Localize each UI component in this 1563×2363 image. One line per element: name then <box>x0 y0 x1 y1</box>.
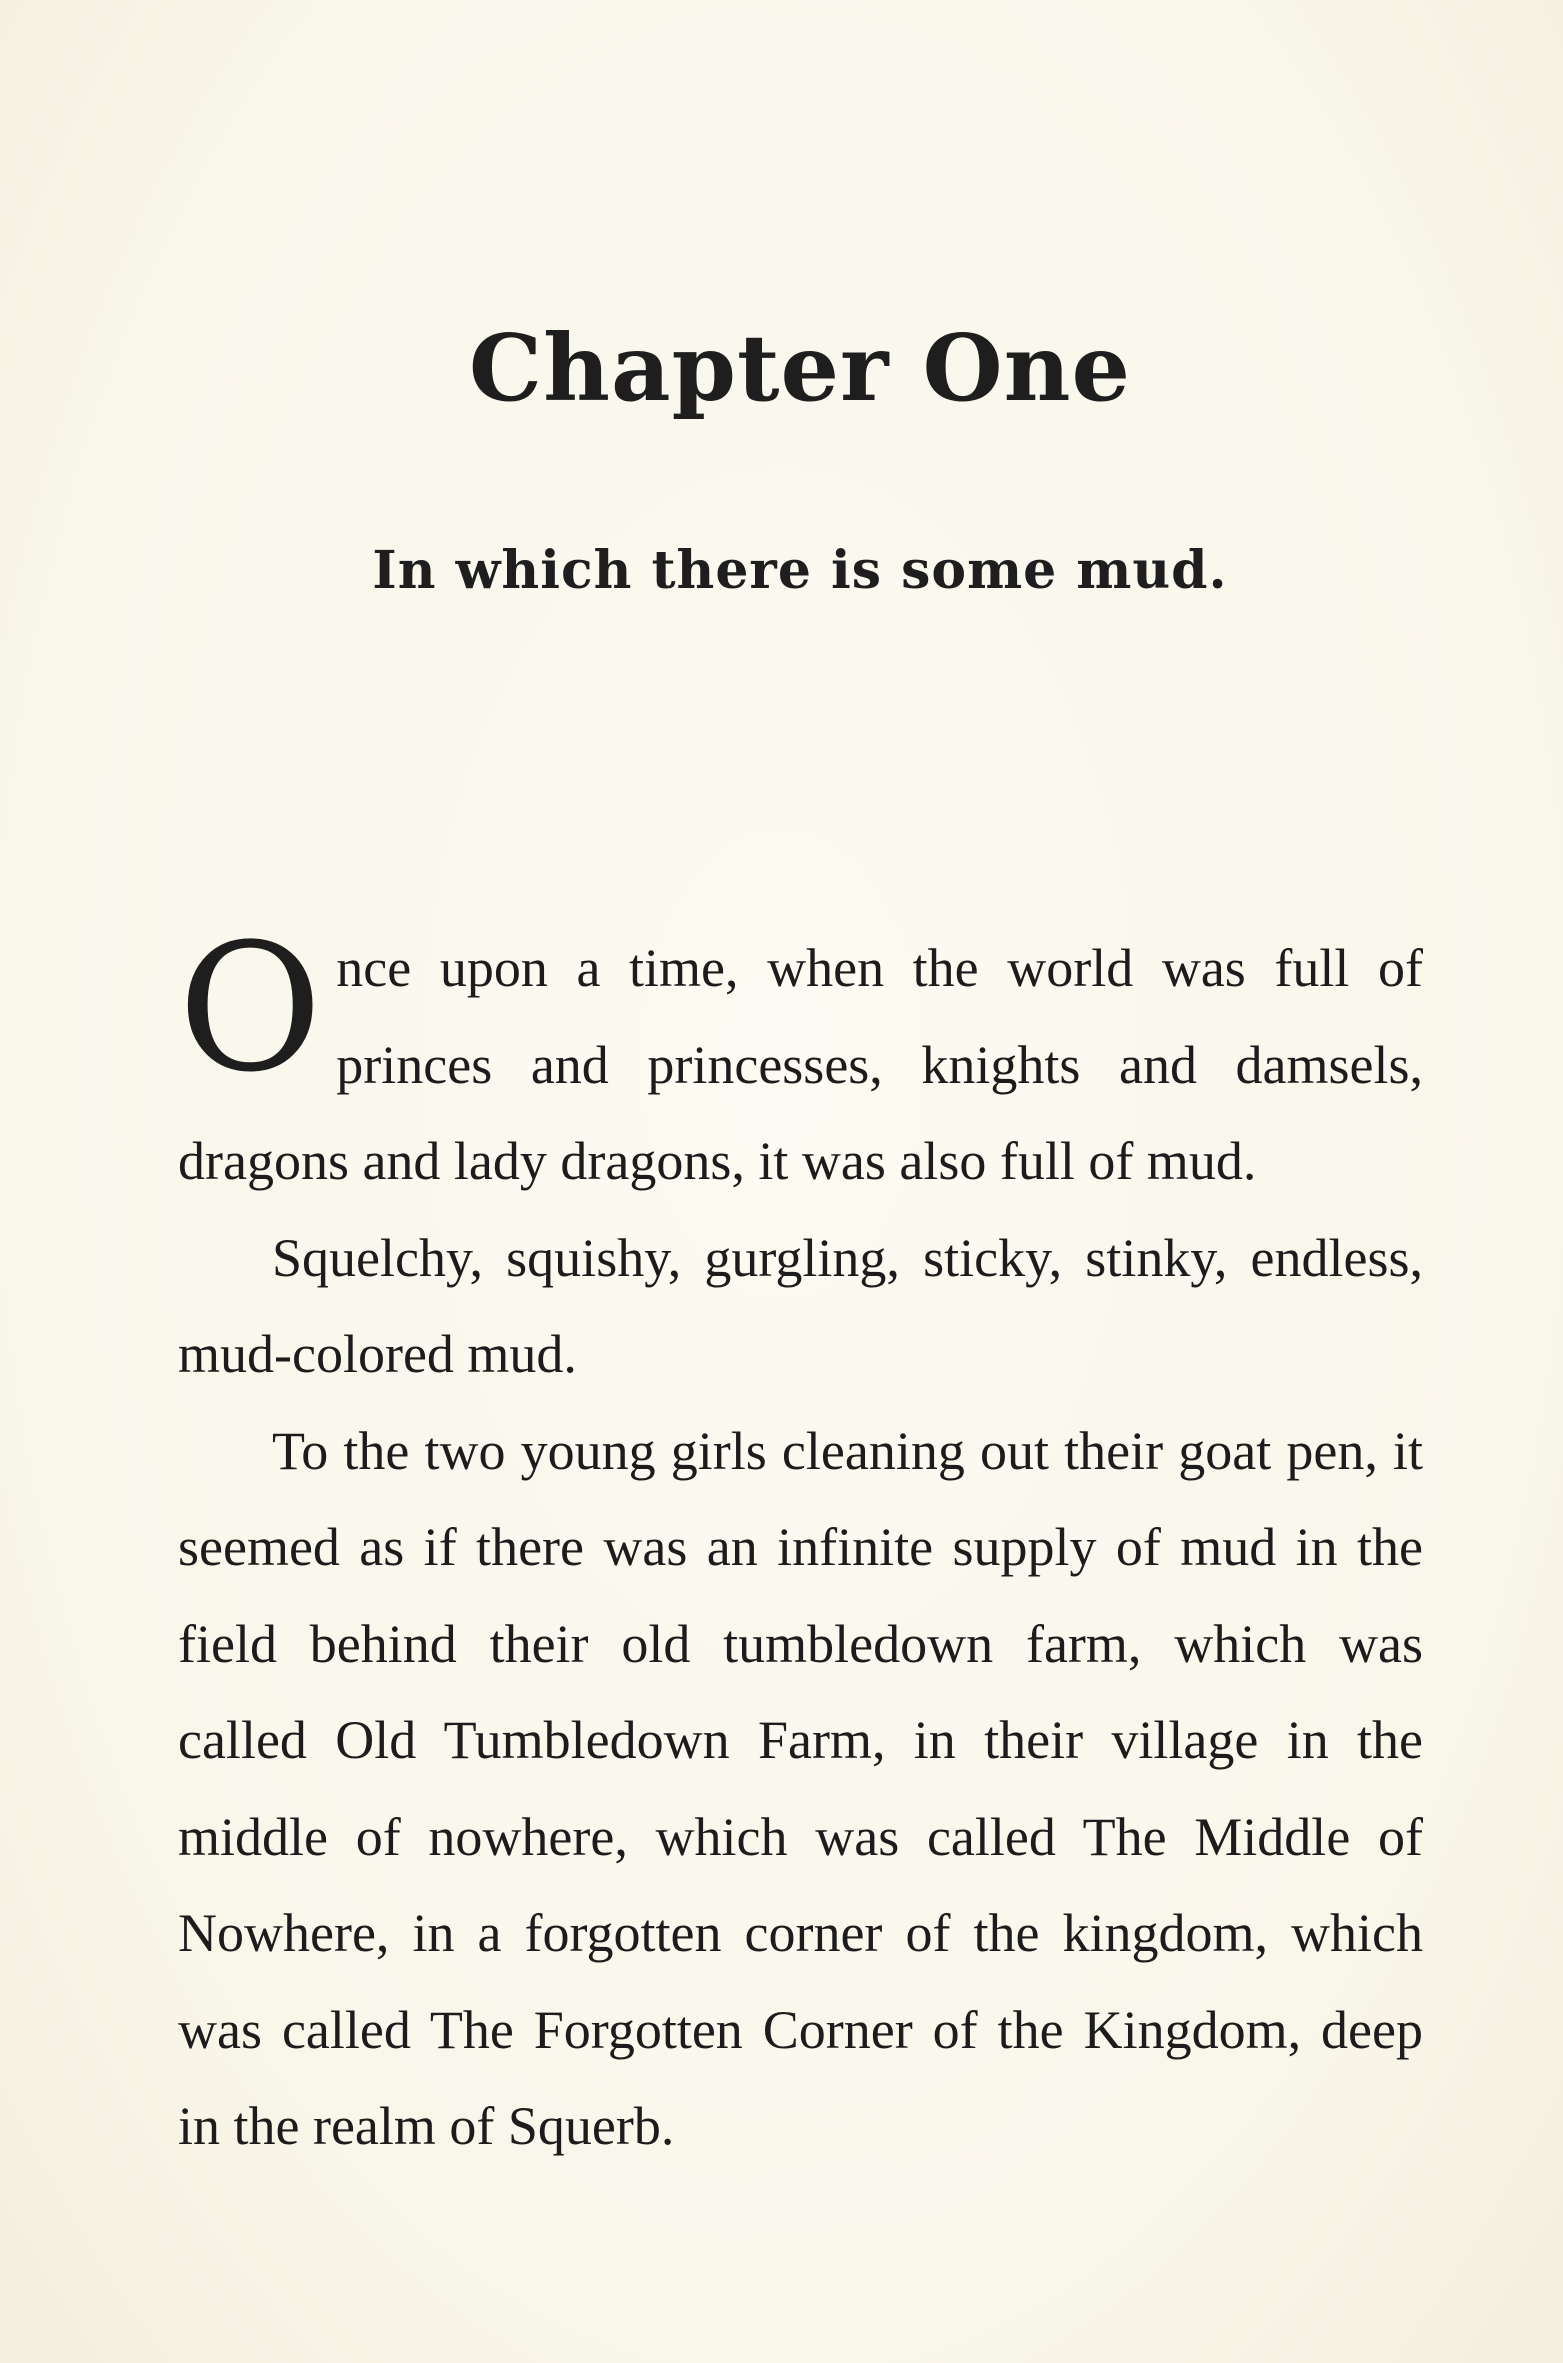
paragraph-1-text: nce upon a time, when the world was full of princes and princesses, knights and damsels, dragons and lady dragons, it was also full of mud. <box>178 938 1423 1191</box>
body-text <box>178 906 1423 2175</box>
paragraph-1 <box>178 906 1423 1210</box>
paragraph-2: Squelchy, squishy, gurgling, sticky, stinky, endless, mud-colored mud. <box>178 1227 1423 1384</box>
paragraph-3: To the two young girls cleaning out their goat pen, it seemed as if there was an infinite supply of mud in the field behind their old tumbledown farm, which was called Old Tumbledown Farm, in their village in the middle of nowhere, which was called The Middle of Nowhere, in a forgotten corner of the kingdom, which was called The Forgotten Corner of the Kingdom, deep in the realm of Squerb. <box>178 1420 1423 2156</box>
chapter-title: Chapter One <box>468 314 1132 422</box>
chapter-subtitle: In which there is some mud. <box>372 540 1228 601</box>
drop-cap: O <box>178 906 323 1111</box>
